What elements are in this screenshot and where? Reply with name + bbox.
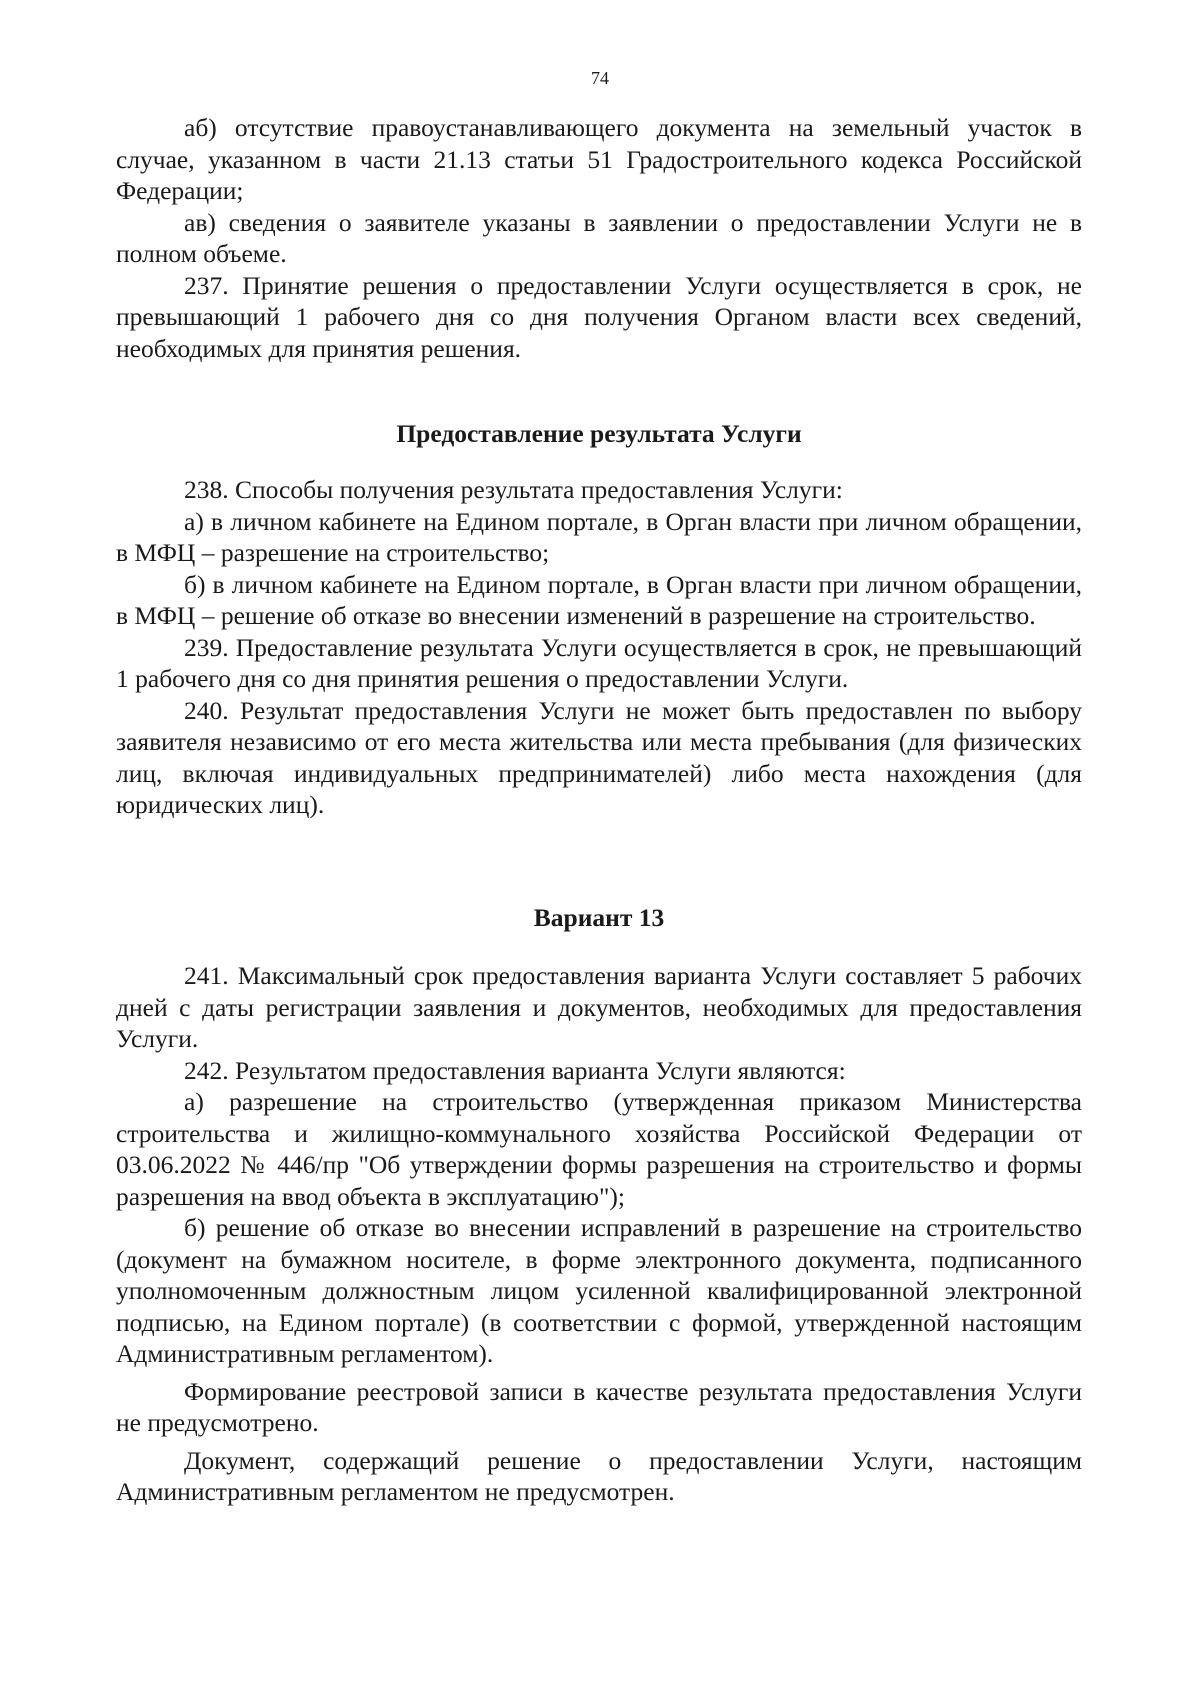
paragraph-240: 240. Результат предоставления Услуги не может быть предоставлен по выбору заявителя независимо от его места жительства или места пребывания (для физических лиц, включая индивидуальных предпринимателей) либо места нахождения (для юридических лиц).: [116, 695, 1082, 819]
section-heading-result: Предоставление результата Услуги: [396, 419, 802, 448]
paragraph-238-b: б) в личном кабинете на Едином портале, в Орган власти при личном обращении, в МФЦ – решение об отказе во внесении изменений в разрешение на строительство.: [116, 569, 1082, 630]
paragraph-237: 237. Принятие решения о предоставлении Услуги осуществляется в срок, не превышающий 1 рабочего дня со дня получения Органом власти всех сведений, необходимых для принятия решения.: [116, 270, 1082, 363]
paragraph-decision-document: Документ, содержащий решение о предоставлении Услуги, настоящим Административным регламентом не предусмотрен.: [116, 1445, 1082, 1506]
paragraph-238-a: а) в личном кабинете на Едином портале, в Орган власти при личном обращении, в МФЦ – разрешение на строительство;: [116, 506, 1082, 567]
text-block-2: [116, 474, 1082, 821]
paragraph-ab: аб) отсутствие правоустанавливающего документа на земельный участок в случае, указанном в части 21.13 статьи 51 Градостроительного кодекса Российской Федерации;: [116, 113, 1082, 205]
paragraph-registry-record: Формирование реестровой записи в качестве результата предоставления Услуги не предусмотрено.: [116, 1376, 1082, 1437]
text-block-1: [116, 112, 1082, 364]
paragraph-av: ав) сведения о заявителе указаны в заявлении о предоставлении Услуги не в полном объеме.: [116, 207, 1082, 268]
section-heading-variant-13: Вариант 13: [533, 903, 665, 932]
page-number: 74: [591, 68, 609, 88]
paragraph-238: 238. Способы получения результата предоставления Услуги:: [184, 475, 843, 504]
text-block-3: [116, 960, 1082, 1508]
paragraph-239: 239. Предоставление результата Услуги осуществляется в срок, не превышающий 1 рабочего дня со дня принятия решения о предоставлении Услуги.: [116, 632, 1082, 693]
paragraph-241: 241. Максимальный срок предоставления варианта Услуги составляет 5 рабочих дней с даты регистрации заявления и документов, необходимых для предоставления Услуги.: [116, 961, 1082, 1053]
paragraph-242: 242. Результатом предоставления варианта Услуги являются:: [184, 1055, 846, 1085]
paragraph-242-a: а) разрешение на строительство (утвержденная приказом Министерства строительства и жилищно-коммунального хозяйства Российской Федерации от 03.06.2022 № 446/пр "Об утверждении формы разрешения на строительство и формы разрешения на ввод объекта в эксплуатацию");: [116, 1087, 1082, 1211]
paragraph-242-b: б) решение об отказе во внесении исправлений в разрешение на строительство (документ на бумажном носителе, в форме электронного документа, подписанного уполномоченным должностным лицом усиленной квалифицированной электронной подписью, на Едином портале) (в соответствии с формой, утвержденной настоящим Административным регламентом).: [116, 1213, 1082, 1368]
